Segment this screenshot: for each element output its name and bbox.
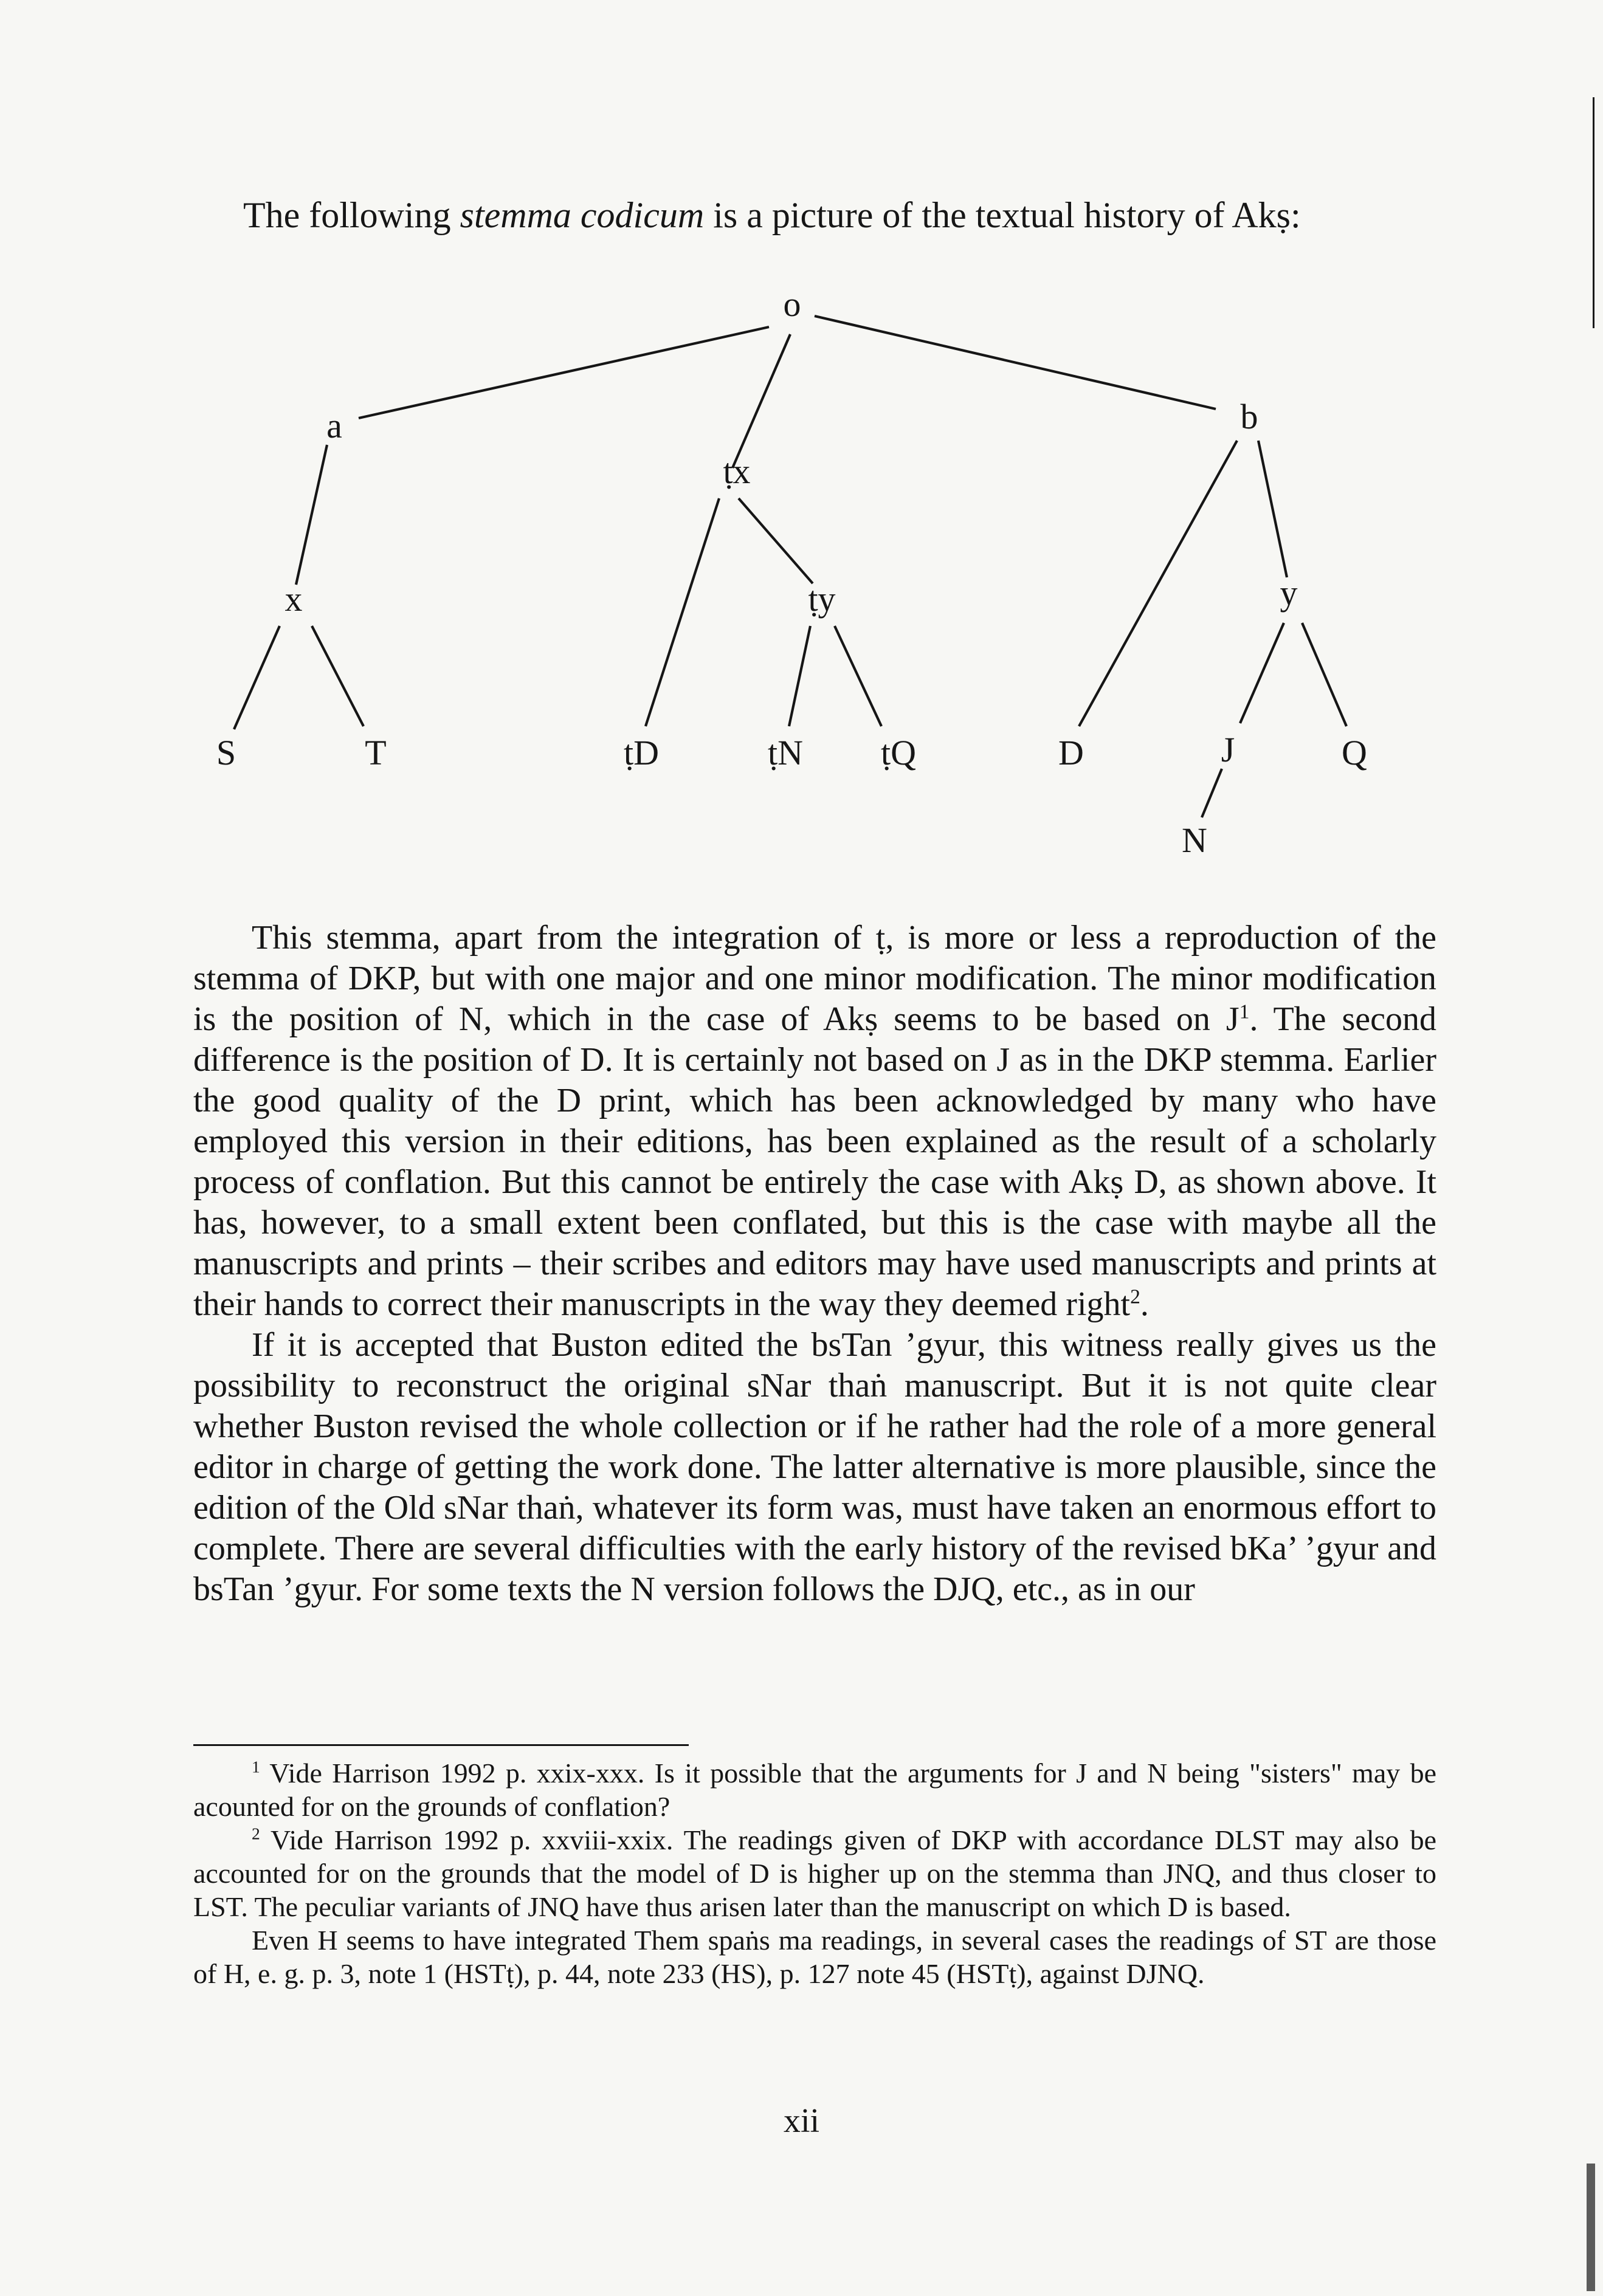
- node-ty: ṭy: [808, 579, 836, 619]
- node-Q: Q: [1342, 733, 1367, 772]
- node-tD: ṭD: [624, 733, 659, 772]
- footnote-2: $^2$ Vide Harrison 1992 p. xxviii-xxix. The readings given of DKP with accordance DLST may also be accounted for on the grounds that the model of D is higher up on the stemma than JNQ, and thus closer to LST. The peculiar variants of JNQ have thus arisen later than the manuscript on which D is based.: [193, 1824, 1436, 1922]
- page-number: xii: [783, 2102, 820, 2140]
- edge-y-Q: [1302, 623, 1346, 726]
- node-a: a: [326, 406, 342, 445]
- intro-sentence: The following stemma codicum is a picture of the textual history of Akṣ:: [243, 195, 1301, 235]
- edge-ty-tQ: [835, 626, 881, 726]
- node-D: D: [1058, 733, 1084, 772]
- node-o: o: [783, 284, 801, 324]
- node-b: b: [1240, 397, 1258, 436]
- node-N: N: [1182, 820, 1207, 860]
- footnote-ref-2: 2: [1130, 1285, 1140, 1308]
- edge-tx-ty: [739, 498, 813, 583]
- node-J: J: [1221, 730, 1235, 769]
- edge-tx-tD: [646, 498, 719, 726]
- body-text: [193, 918, 1436, 1610]
- footnote-rule: [193, 1744, 689, 1746]
- stemma-diagram: [0, 273, 1603, 881]
- edge-a-x: [296, 445, 327, 585]
- footnote-ref-1: 1: [1239, 1000, 1250, 1023]
- node-tx: ṭx: [723, 452, 751, 491]
- edge-y-J: [1240, 623, 1284, 723]
- edge-b-y: [1258, 441, 1287, 577]
- footnotes: [193, 1756, 1436, 1990]
- edge-o-a: [359, 327, 769, 418]
- footnote-1: $^1$ Vide Harrison 1992 p. xxix-xxx. Is it possible that the arguments for J and N being "sisters" may be acounted for on the grounds of conflation?: [193, 1757, 1436, 1822]
- footnote-2-continuation: Even H seems to have integrated Them spaṅs ma readings, in several cases the readings of ST are those of H, e. g. p. 3, note 1 (HSTṭ), p. 44, note 233 (HS), p. 127 note 45 (HSTṭ), against DJNQ.: [193, 1925, 1436, 1989]
- edge-b-D: [1079, 441, 1237, 726]
- node-S: S: [216, 733, 236, 772]
- node-x: x: [284, 579, 303, 619]
- node-tN: ṭN: [768, 733, 803, 772]
- edge-o-tx: [733, 334, 790, 468]
- edge-x-T: [312, 626, 364, 726]
- scan-edge-mark-bottom: [1587, 2164, 1595, 2291]
- node-tQ: ṭQ: [881, 733, 916, 772]
- paragraph: If it is accepted that Buston edited the bsTan ’gyur, this witness really gives us the possibility to reconstruct the original sNar thaṅ manuscript. But it is not quite clear whether Buston revised the whole collection or if he rather had the role of a more general editor in charge of getting the work done. The latter alternative is more plausible, since the edition of the Old sNar thaṅ, whatever its form was, must have taken an enormous effort to complete. There are several difficulties with the early history of the revised bKa’ ’gyur and bsTan ’gyur. For some texts the N version follows the DJQ, etc., as in our: [193, 1326, 1436, 1608]
- node-T: T: [365, 733, 387, 772]
- edge-ty-tN: [789, 626, 810, 726]
- italic-term: stemma codicum: [460, 195, 705, 235]
- paragraph: This stemma, apart from the integration of ṭ, is more or less a reproduction of the stemma of DKP, but with one major and one minor modification. The minor modification is the position of N, which in the case of Akṣ seems to be based on $J^1$. The second difference is the position of D. It is certainly not based on J as in the DKP stemma. Earlier the good quality of the D print, which has been acknowledged by many who have employed this version in their editions, has been explained as the result of a scholarly process of conflation. But this cannot be entirely the case with Akṣ D, as shown above. It has, however, to a small extent been conflated, but this is the case with maybe all the manuscripts and prints – their scribes and editors may have used manuscripts and prints at their hands to correct their manuscripts in the way they deemed right$^2$.: [193, 919, 1436, 1323]
- edge-o-b: [815, 316, 1216, 409]
- node-y: y: [1280, 573, 1298, 613]
- edge-x-S: [234, 626, 280, 729]
- edge-J-N: [1202, 769, 1222, 817]
